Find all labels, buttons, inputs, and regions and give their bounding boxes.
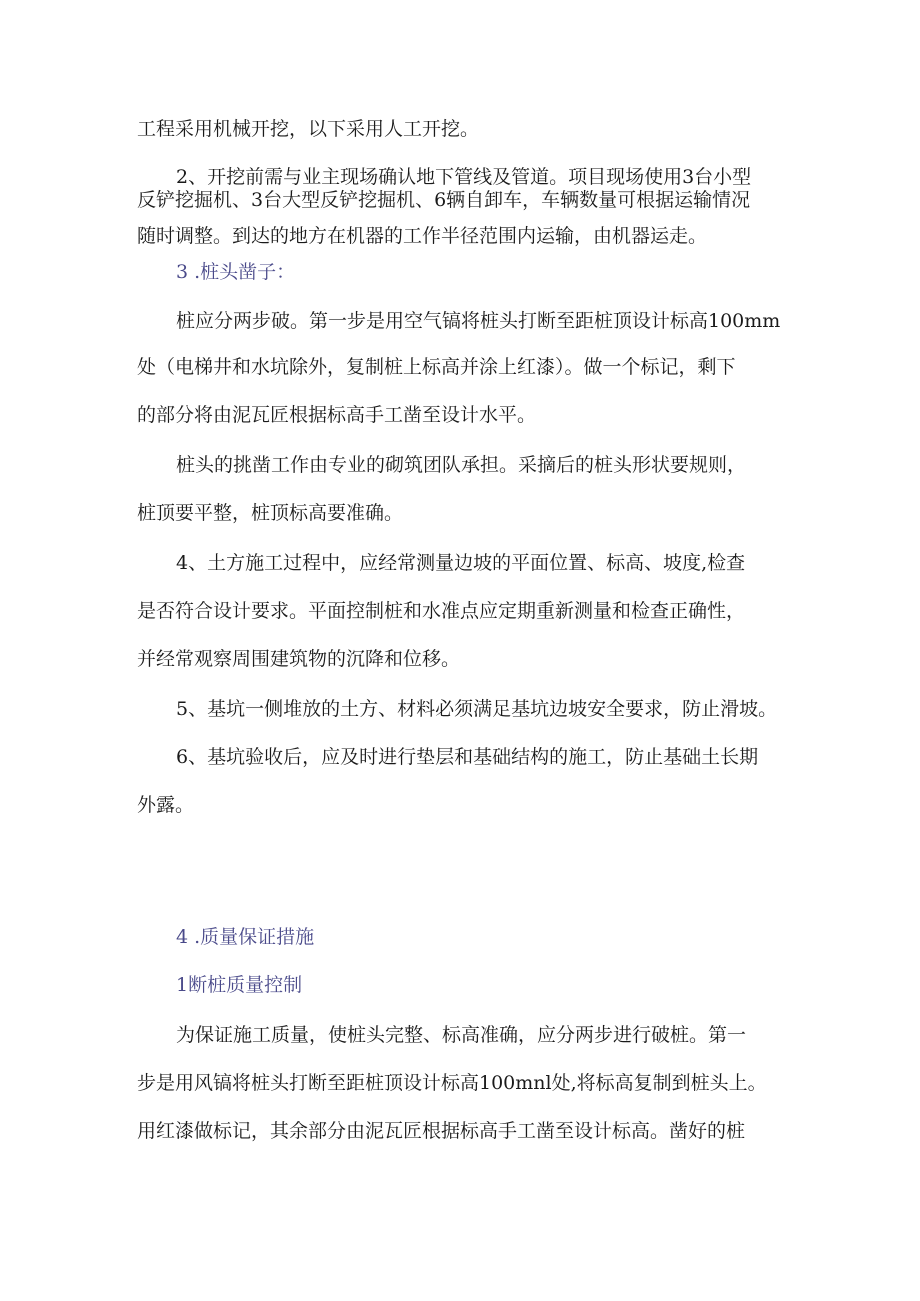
paragraph-4-line: 4、土方施工过程中，应经常测量边坡的平面位置、标高、坡度,检查 (176, 552, 746, 574)
body-line: 并经常观察周围建筑物的沉降和位移。 (137, 648, 461, 670)
body-line: 步是用风镐将桩头打断至距桩顶设计标高100mnl处,将标高复制到桩头上。 (137, 1072, 767, 1094)
paragraph-line: 桩头的挑凿工作由专业的砌筑团队承担。采摘后的桩头形状要规则， (176, 454, 747, 476)
subsection-heading-1: 1断桩质量控制 (176, 974, 303, 996)
paragraph-6-line: 6、基坑验收后，应及时进行垫层和基础结构的施工，防止基础土长期 (176, 746, 759, 768)
body-line: 外露。 (137, 794, 195, 816)
paragraph-line: 为保证施工质量，使桩头完整、标高准确，应分两步进行破桩。第一 (176, 1024, 747, 1046)
section-heading-4: 4 .质量保证措施 (176, 926, 315, 948)
body-line: 用红漆做标记，其余部分由泥瓦匠根据标高手工凿至设计标高。凿好的桩 (137, 1120, 746, 1142)
section-heading-3: 3 .桩头凿子： (176, 261, 296, 283)
body-line: 的部分将由泥瓦匠根据标高手工凿至设计水平。 (137, 404, 537, 426)
paragraph-2-line: 2、开挖前需与业主现场确认地下管线及管道。项目现场使用3台小型 (176, 166, 752, 188)
body-line: 反铲挖掘机、3台大型反铲挖掘机、6辆自卸车，车辆数量可根据运输情况 (137, 189, 751, 211)
body-line: 桩顶要平整，桩顶标高要准确。 (137, 502, 404, 524)
paragraph-5-line: 5、基坑一侧堆放的土方、材料必须满足基坑边坡安全要求，防止滑坡。 (176, 698, 778, 720)
body-line: 工程采用机械开挖，以下采用人工开挖。 (137, 118, 480, 140)
body-line: 是否符合设计要求。平面控制桩和水准点应定期重新测量和检查正确性， (137, 600, 746, 622)
paragraph-line: 桩应分两步破。第一步是用空气镐将桩头打断至距桩顶设计标高100mm (176, 310, 781, 332)
body-line: 随时调整。到达的地方在机器的工作半径范围内运输，由机器运走。 (137, 225, 708, 247)
body-line: 处（电梯井和水坑除外，复制桩上标高并涂上红漆）。做一个标记，剩下 (137, 356, 736, 378)
